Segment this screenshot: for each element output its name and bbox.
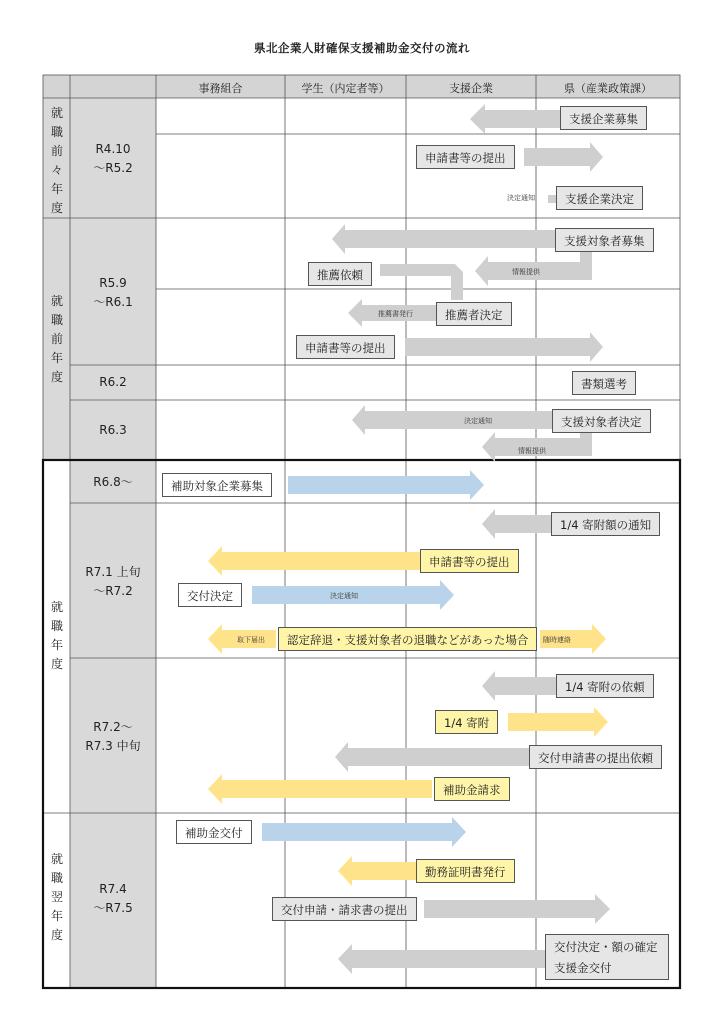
arrow-note: 情報提供 [512,268,540,276]
period-label: R7.4 ～R7.5 [93,882,133,915]
phase-label: 就 職 前 年 度 [50,294,63,384]
phase-label: 就 職 年 度 [50,600,63,671]
arrow-left [482,671,556,701]
arrow-left [338,944,548,974]
step-box: 支援対象者募集 [555,228,654,252]
arrow-left [208,774,432,804]
arrow-right [508,707,608,737]
step-box [545,934,669,980]
column-header-jimu: 事務組合 [198,82,243,95]
step-box: 交付申請書の提出依頼 [529,745,662,769]
arrow-right [524,142,603,172]
step-box: 支援企業募集 [560,106,647,130]
arrow-note: 決定通知 [507,194,535,202]
step-box: 推薦者決定 [436,302,512,326]
step-box-line: 交付決定・額の確定 [554,940,658,954]
page-title: 県北企業人財確保支援補助金交付の流れ [254,41,470,55]
arrow-right [424,894,610,924]
arrow-right [380,264,463,300]
arrow-note: 随時連絡 [543,636,571,644]
period-label: R7.1 上旬 ～R7.2 [85,565,141,598]
phase-label: 就 職 翌 年 度 [50,852,63,942]
step-box: 勤務証明書発行 [416,859,515,883]
arrow-left [335,742,532,772]
arrow-note: 推薦書発行 [378,310,413,318]
step-box: 支援対象者決定 [552,409,651,433]
step-box: 申請書等の提出 [420,549,519,573]
step-box: 補助対象企業募集 [162,473,272,497]
arrow-right [288,470,484,500]
arrow-left [332,224,555,254]
column-header-prefecture: 県（産業政策課） [564,82,652,95]
phase-label: 就 職 前 々 年 度 [50,106,63,215]
arrow-left [482,509,552,539]
arrow-left [470,104,560,134]
step-box: 申請書等の提出 [416,145,515,169]
period-label: R5.9 ～R6.1 [93,276,133,309]
step-box: 1/4 寄附の依頼 [556,674,654,698]
step-box: 申請書等の提出 [296,335,395,359]
period-label: R6.2 [99,375,127,389]
step-box: 補助金交付 [176,820,252,844]
arrow-left [208,546,420,576]
arrow-note: 情報提供 [518,447,546,455]
step-box: 書類選考 [572,371,636,395]
step-box: 推薦依頼 [308,262,372,286]
arrow-note: 取下届出 [237,636,265,644]
step-box: 交付決定 [178,583,242,607]
column-header-company: 支援企業 [449,82,493,95]
arrow-note: 決定通知 [464,417,492,425]
arrow-right [262,817,466,847]
step-box: 1/4 寄附 [435,710,498,734]
step-box: 支援企業決定 [556,186,643,210]
step-box: 認定辞退・支援対象者の退職などがあった場合 [278,627,537,651]
period-label: R6.8～ [93,475,133,489]
arrow-note: 決定通知 [330,592,358,600]
arrow-left [338,856,416,886]
step-box: 1/4 寄附額の通知 [551,512,660,536]
step-box: 補助金請求 [434,777,510,801]
period-label: R4.10 ～R5.2 [93,142,133,175]
step-box-line: 支援金交付 [554,961,612,975]
period-label: R7.2～ R7.3 中旬 [85,720,141,753]
arrow-left [352,405,555,435]
step-box: 交付申請・請求書の提出 [272,897,417,921]
arrow-right [405,332,603,362]
column-header-student: 学生（内定者等） [301,82,390,95]
period-label: R6.3 [99,423,127,437]
